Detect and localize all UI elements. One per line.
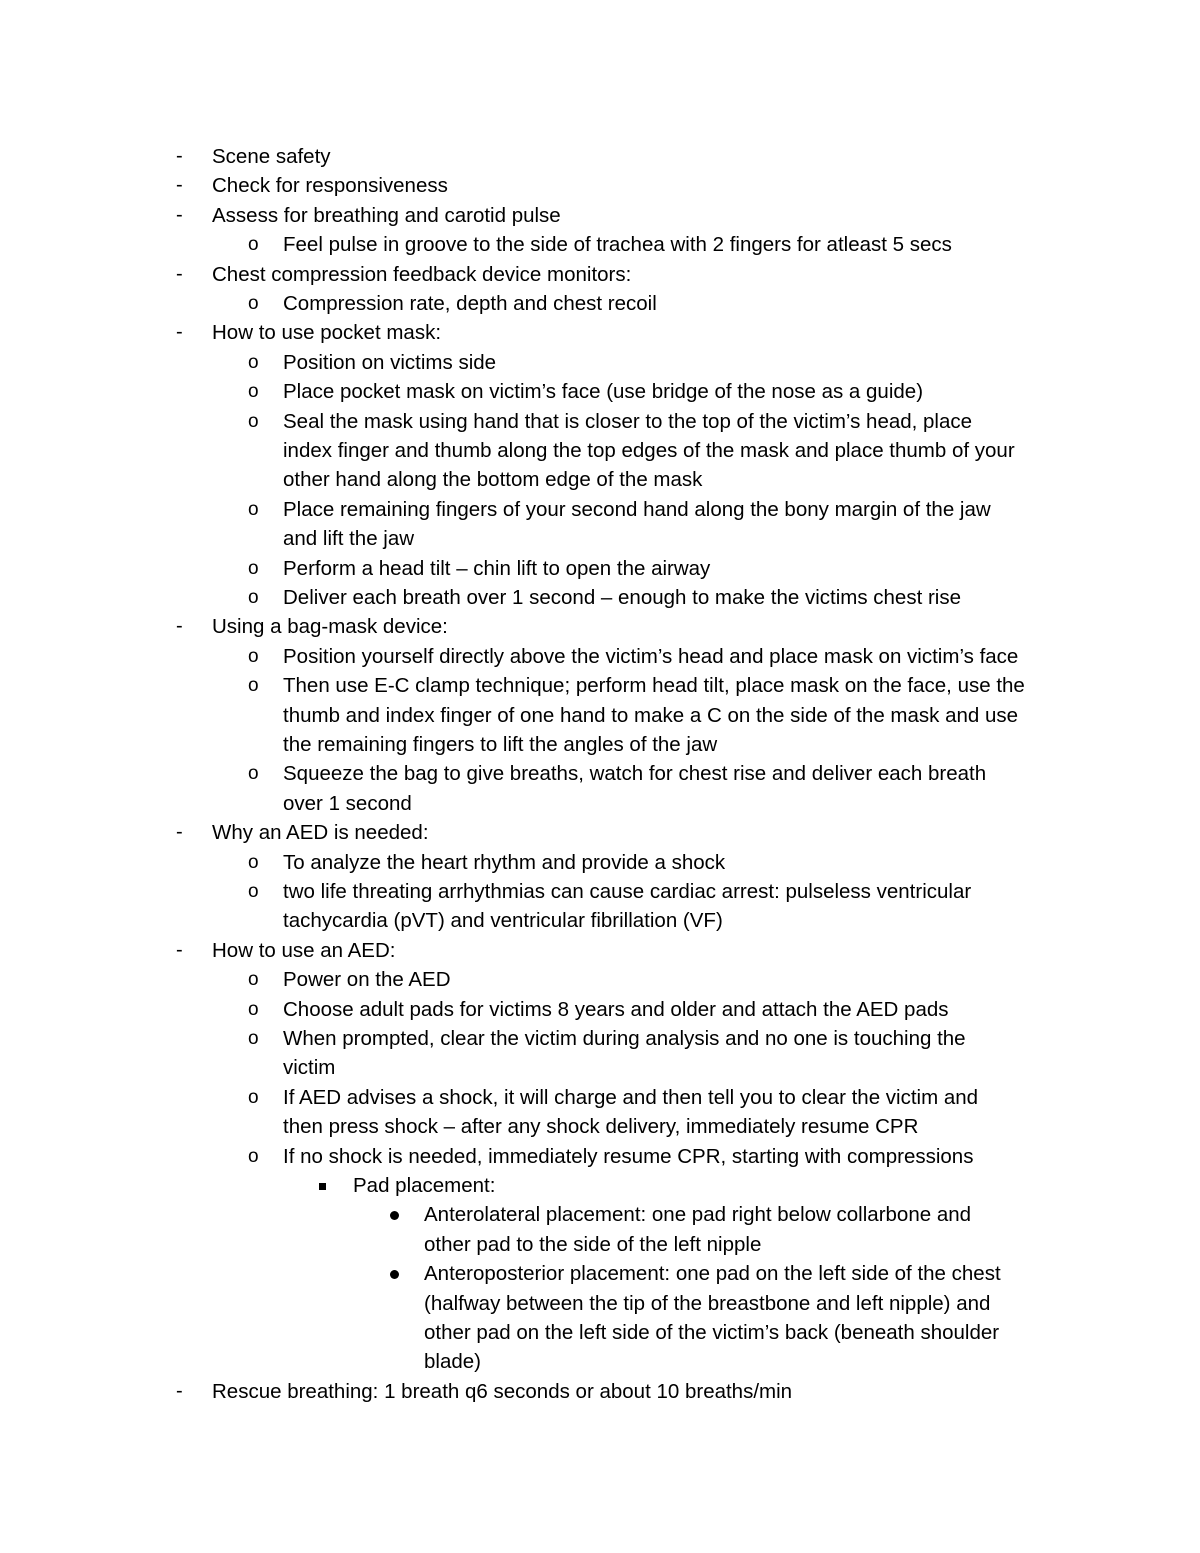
- list-item-text: Perform a head tilt – chin lift to open the airway: [283, 556, 711, 580]
- list-item: [0, 171, 1200, 200]
- circle-bullet: o: [248, 675, 259, 697]
- list-item: [0, 1230, 1200, 1259]
- list-item: [0, 1053, 1200, 1082]
- list-item-text: Squeeze the bag to give breaths, watch for chest rise and deliver each breath: [283, 762, 987, 786]
- list-item: [0, 759, 1200, 788]
- list-item-text: Anteroposterior placement: one pad on the left side of the chest: [424, 1262, 1001, 1286]
- list-item-text: Scene safety: [212, 145, 331, 168]
- list-item: [0, 348, 1200, 377]
- list-item: [0, 789, 1200, 818]
- circle-bullet: o: [248, 1028, 259, 1049]
- list-item: [0, 1083, 1200, 1112]
- list-item: [0, 377, 1200, 406]
- list-item-text: If no shock is needed, immediately resume CPR, starting with compressions: [283, 1144, 974, 1168]
- list-item-text: Place remaining fingers of your second hand along the bony margin of the jaw: [283, 497, 991, 521]
- circle-bullet: o: [248, 381, 259, 403]
- dash-bullet: -: [176, 203, 183, 226]
- list-item: [0, 407, 1200, 436]
- list-item-text: Place pocket mask on victim’s face (use bridge of the nose as a guide): [283, 380, 924, 404]
- list-item-text: Assess for breathing and carotid pulse: [212, 203, 561, 227]
- dash-bullet: -: [176, 615, 183, 638]
- list-item-text: index finger and thumb along the top edges of the mask and place thumb of your: [283, 439, 1015, 462]
- list-item-text: Then use E-C clamp technique; perform head tilt, place mask on the face, use the: [283, 674, 1025, 698]
- list-item: [0, 612, 1200, 641]
- dash-bullet: -: [176, 821, 183, 844]
- list-item: [0, 554, 1200, 583]
- list-item-text: Position yourself directly above the victim’s head and place mask on victim’s face: [283, 644, 1019, 668]
- list-item: [0, 260, 1200, 289]
- circle-bullet: o: [248, 851, 259, 873]
- circle-bullet: o: [248, 234, 259, 256]
- square-bullet-icon: [319, 1183, 326, 1190]
- list-item: [0, 1289, 1200, 1318]
- circle-bullet: o: [248, 351, 259, 373]
- list-item-text: How to use an AED:: [212, 938, 396, 962]
- list-item: [0, 701, 1200, 730]
- list-item-text: and lift the jaw: [283, 527, 415, 551]
- dash-bullet: -: [176, 1379, 183, 1402]
- list-item-text: When prompted, clear the victim during analysis and no one is touching the: [283, 1027, 966, 1050]
- list-item-text: the remaining fingers to lift the angles of the jaw: [283, 733, 718, 756]
- list-item-text: Position on victims side: [283, 350, 497, 374]
- circle-bullet: o: [248, 881, 259, 902]
- list-item: [0, 936, 1200, 965]
- list-item-text: (halfway between the tip of the breastbone and left nipple) and: [424, 1291, 991, 1315]
- list-item: [0, 142, 1200, 171]
- list-item: [0, 730, 1200, 759]
- circle-bullet: o: [248, 998, 259, 1020]
- list-item-text: victim: [283, 1056, 336, 1080]
- dash-bullet: -: [176, 262, 183, 285]
- list-item: [0, 583, 1200, 612]
- list-item-text: How to use pocket mask:: [212, 321, 442, 345]
- list-item-text: other pad on the left side of the victim’s back (beneath shoulder: [424, 1321, 1000, 1344]
- circle-bullet: o: [248, 293, 259, 314]
- list-item: [0, 965, 1200, 994]
- circle-bullet: o: [248, 410, 259, 432]
- list-item-text: Anterolateral placement: one pad right below collarbone and: [424, 1203, 972, 1227]
- list-item-text: two life threating arrhythmias can cause cardiac arrest: pulseless ventricular: [283, 880, 972, 903]
- list-item-text: blade): [424, 1350, 481, 1374]
- circle-bullet: o: [248, 969, 259, 991]
- list-item: [0, 495, 1200, 524]
- list-item: [0, 318, 1200, 347]
- list-item-text: Power on the AED: [283, 968, 451, 992]
- circle-bullet: o: [248, 645, 259, 667]
- list-item: [0, 465, 1200, 494]
- list-item: [0, 642, 1200, 671]
- list-item: [0, 995, 1200, 1024]
- circle-bullet: o: [248, 557, 259, 579]
- list-item-text: To analyze the heart rhythm and provide a shock: [283, 850, 726, 874]
- list-item-text: Seal the mask using hand that is closer to the top of the victim’s head, place: [283, 409, 973, 433]
- list-item-text: If AED advises a shock, it will charge and then tell you to clear the victim and: [283, 1085, 979, 1109]
- list-item-text: other hand along the bottom edge of the mask: [283, 468, 703, 492]
- round-bullet-icon: [390, 1211, 399, 1220]
- list-item: [0, 877, 1200, 906]
- list-item: [0, 848, 1200, 877]
- dash-bullet: -: [176, 145, 183, 167]
- circle-bullet: o: [248, 1145, 259, 1167]
- list-item-text: Check for responsiveness: [212, 174, 448, 198]
- list-item: [0, 1112, 1200, 1141]
- circle-bullet: o: [248, 587, 259, 608]
- list-item: [0, 1347, 1200, 1376]
- round-bullet-icon: [390, 1270, 399, 1279]
- list-item-text: tachycardia (pVT) and ventricular fibrillation (VF): [283, 909, 723, 933]
- list-item-text: Using a bag-mask device:: [212, 615, 448, 639]
- circle-bullet: o: [248, 498, 259, 520]
- list-item: [0, 671, 1200, 700]
- list-item: [0, 1200, 1200, 1229]
- circle-bullet: o: [248, 1086, 259, 1108]
- list-item: [0, 230, 1200, 259]
- list-item: [0, 1024, 1200, 1053]
- list-item: [0, 818, 1200, 847]
- list-item: [0, 289, 1200, 318]
- list-item: [0, 1142, 1200, 1171]
- list-item: [0, 1377, 1200, 1406]
- list-item-text: thumb and index finger of one hand to make a C on the side of the mask and use: [283, 703, 1019, 727]
- dash-bullet: -: [176, 938, 183, 961]
- list-item: [0, 1171, 1200, 1200]
- list-item-text: Compression rate, depth and chest recoil: [283, 292, 657, 315]
- list-item: [0, 1259, 1200, 1288]
- list-item: [0, 201, 1200, 230]
- list-item-text: Feel pulse in groove to the side of trachea with 2 fingers for atleast 5 secs: [283, 233, 952, 257]
- list-item-text: Rescue breathing: 1 breath q6 seconds or about 10 breaths/min: [212, 1379, 793, 1403]
- list-item-text: then press shock – after any shock delivery, immediately resume CPR: [283, 1115, 919, 1139]
- list-item-text: Chest compression feedback device monitors:: [212, 262, 632, 286]
- dash-bullet: -: [176, 174, 183, 197]
- circle-bullet: o: [248, 763, 259, 785]
- list-item-text: over 1 second: [283, 791, 412, 815]
- list-item-text: other pad to the side of the left nipple: [424, 1232, 762, 1256]
- list-item-text: Choose adult pads for victims 8 years and older and attach the AED pads: [283, 997, 949, 1021]
- list-item: [0, 1318, 1200, 1347]
- list-item: [0, 436, 1200, 465]
- list-item-text: Deliver each breath over 1 second – enough to make the victims chest rise: [283, 586, 961, 609]
- list-item: [0, 906, 1200, 935]
- dash-bullet: -: [176, 321, 183, 344]
- list-item: [0, 524, 1200, 553]
- list-item-text: Pad placement:: [353, 1174, 496, 1197]
- list-item-text: Why an AED is needed:: [212, 821, 429, 845]
